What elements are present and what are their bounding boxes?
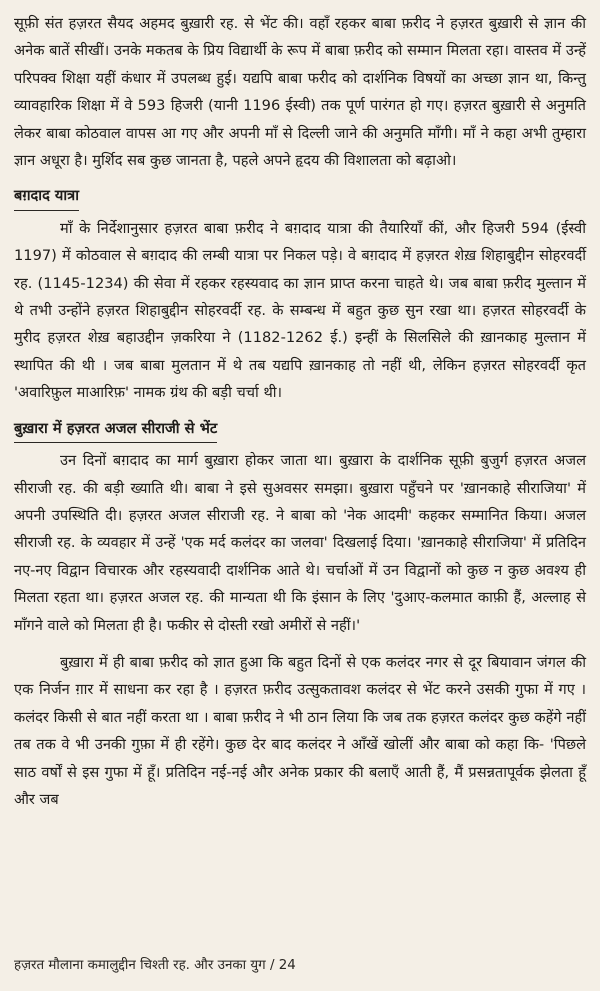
- heading-wrap-baghdad: [14, 182, 586, 210]
- paragraph-kandhar: सूफ़ी संत हज़रत सैयद अहमद बुख़ारी रह. से भेंट की। वहाँ रहकर बाबा फ़रीद ने हज़रत बुख़ारी से ज्ञान की अनेक बातें सीखीं। उनके मकतब के प्रिय विद्यार्थी के रूप में बाबा फ़रीद को सम्मान मिलता रहा। वास्तव में उन्हें परिपक्व शिक्षा यहीं कंधार में उपलब्ध हुई। यद्यपि बाबा फरीद को दार्शनिक विषयों का अच्छा ज्ञान था, किन्तु व्यावहारिक शिक्षा में वे 593 हिजरी (यानी 1196 ईस्वी) तक पूर्ण पारंगत हो गए। हज़रत बुख़ारी से अनुमति लेकर बाबा कोठवाल वापस आ गए और अपनी माँ से दिल्ली जाने की अनुमति माँगी। माँ ने कहा अभी तुम्हारा ज्ञान अधूरा है। मुर्शिद सब कुछ जानता है, पहले अपने हृदय की विशालता को बढ़ाओ।: [14, 15, 586, 170]
- paragraph-bukhara-ajal: उन दिनों बग़दाद का मार्ग बुख़ारा होकर जाता था। बुख़ारा के दार्शनिक सूफ़ी बुजुर्ग हज़रत अजल सीराजी रह. की बड़ी ख्याति थी। बाबा ने इसे सुअवसर समझा। बुख़ारा पहुँचने पर 'ख़ानकाहे सीराजिया' में अपनी उपस्थिति दी। हज़रत अजल सीराजी रह. ने बाबा को 'नेक आदमी' कहकर सम्मानित किया। अजल सीराजी रह. के व्यवहार में उन्हें 'एक मर्द कलंदर का जलवा' दिखलाई दिया। 'ख़ानकाहे सीराजिया' में प्रतिदिन नए-नए विद्वान विचारक और रहस्यवादी दार्शनिक आते थे। चर्चाओं में उन विद्वानों को कुछ न कुछ अवश्य ही मिलता रहता था। हज़रत अजल रह. की मान्यता थी कि इंसान के लिए 'दुआए-कलमात काफ़ी हैं, अल्लाह से माँगने वाले को मिलता ही है। फकीर से दोस्ती रखो अमीरों से नहीं।': [14, 452, 586, 634]
- section-heading-bukhara: बुख़ारा में हज़रत अजल सीराजी से भेंट: [14, 415, 217, 443]
- paragraph-qalandar: बुख़ारा में ही बाबा फ़रीद को ज्ञात हुआ कि बहुत दिनों से एक कलंदर नगर से दूर बियावान जंगल की एक निर्जन ग़ार में साधना कर रहा है । हज़रत फ़रीद उत्सुकतावश कलंदर से भेंट करने उसकी गुफा में गए । कलंदर किसी से बात नहीं करता था । बाबा फ़रीद ने भी ठान लिया कि जब तक हज़रत कलंदर कुछ कहेंगे नहीं तब तक वे भी उनकी गुफ़ा में ही रहेंगे। कुछ देर बाद कलंदर ने आँखें खोलीं और बाबा को कहा कि- 'पिछले साठ वर्षों से इस गुफा में हूँ। प्रतिदिन नई-नई और अनेक प्रकार की बलाएँ आती हैं, मैं प्रसन्नतापूर्वक झेलता हूँ और जब: [14, 653, 586, 808]
- paragraph-baghdad-journey: माँ के निर्देशानुसार हज़रत बाबा फ़रीद ने बग़दाद यात्रा की तैयारियाँ कीं, और हिजरी 594 (ईस्वी 1197) में कोठवाल से बग़दाद की लम्बी यात्रा पर निकल पड़े। वे बग़दाद में हज़रत शेख़ शिहाबुद्दीन सोहरवर्दी रह. (1145-1234) की सेवा में रहकर रहस्यवाद का ज्ञान प्राप्त करना चाहते थे। जब बाबा फ़रीद मुल्तान में थे तभी उन्होंने हज़रत शिहाबुद्दीन सोहरवर्दी रह. के सम्बन्ध में बहुत कुछ सुन रखा था। हज़रत सोहरवर्दी के मुरीद हज़रत शेख़ बहाउद्दीन ज़करिया ने (1182-1262 ई.) इन्हीं के सिलसिले की ख़ानकाह मुल्तान में स्थापित की थी । जब बाबा मुलतान में थे तब यद्यपि ख़ानकाह तो नहीं थी, लेकिन हज़रत सोहरवर्दी कृत 'अवारिफ़ुल माआरिफ़' नामक ग्रंथ की बड़ी चर्चा थी।: [14, 219, 586, 402]
- page-footer: हज़रत मौलाना कमालुद्दीन चिश्ती रह. और उनका युग / 24: [14, 958, 296, 973]
- heading-wrap-bukhara: [14, 415, 586, 443]
- paragraph-gap: [14, 639, 586, 649]
- section-heading-baghdad: बग़दाद यात्रा: [14, 182, 79, 210]
